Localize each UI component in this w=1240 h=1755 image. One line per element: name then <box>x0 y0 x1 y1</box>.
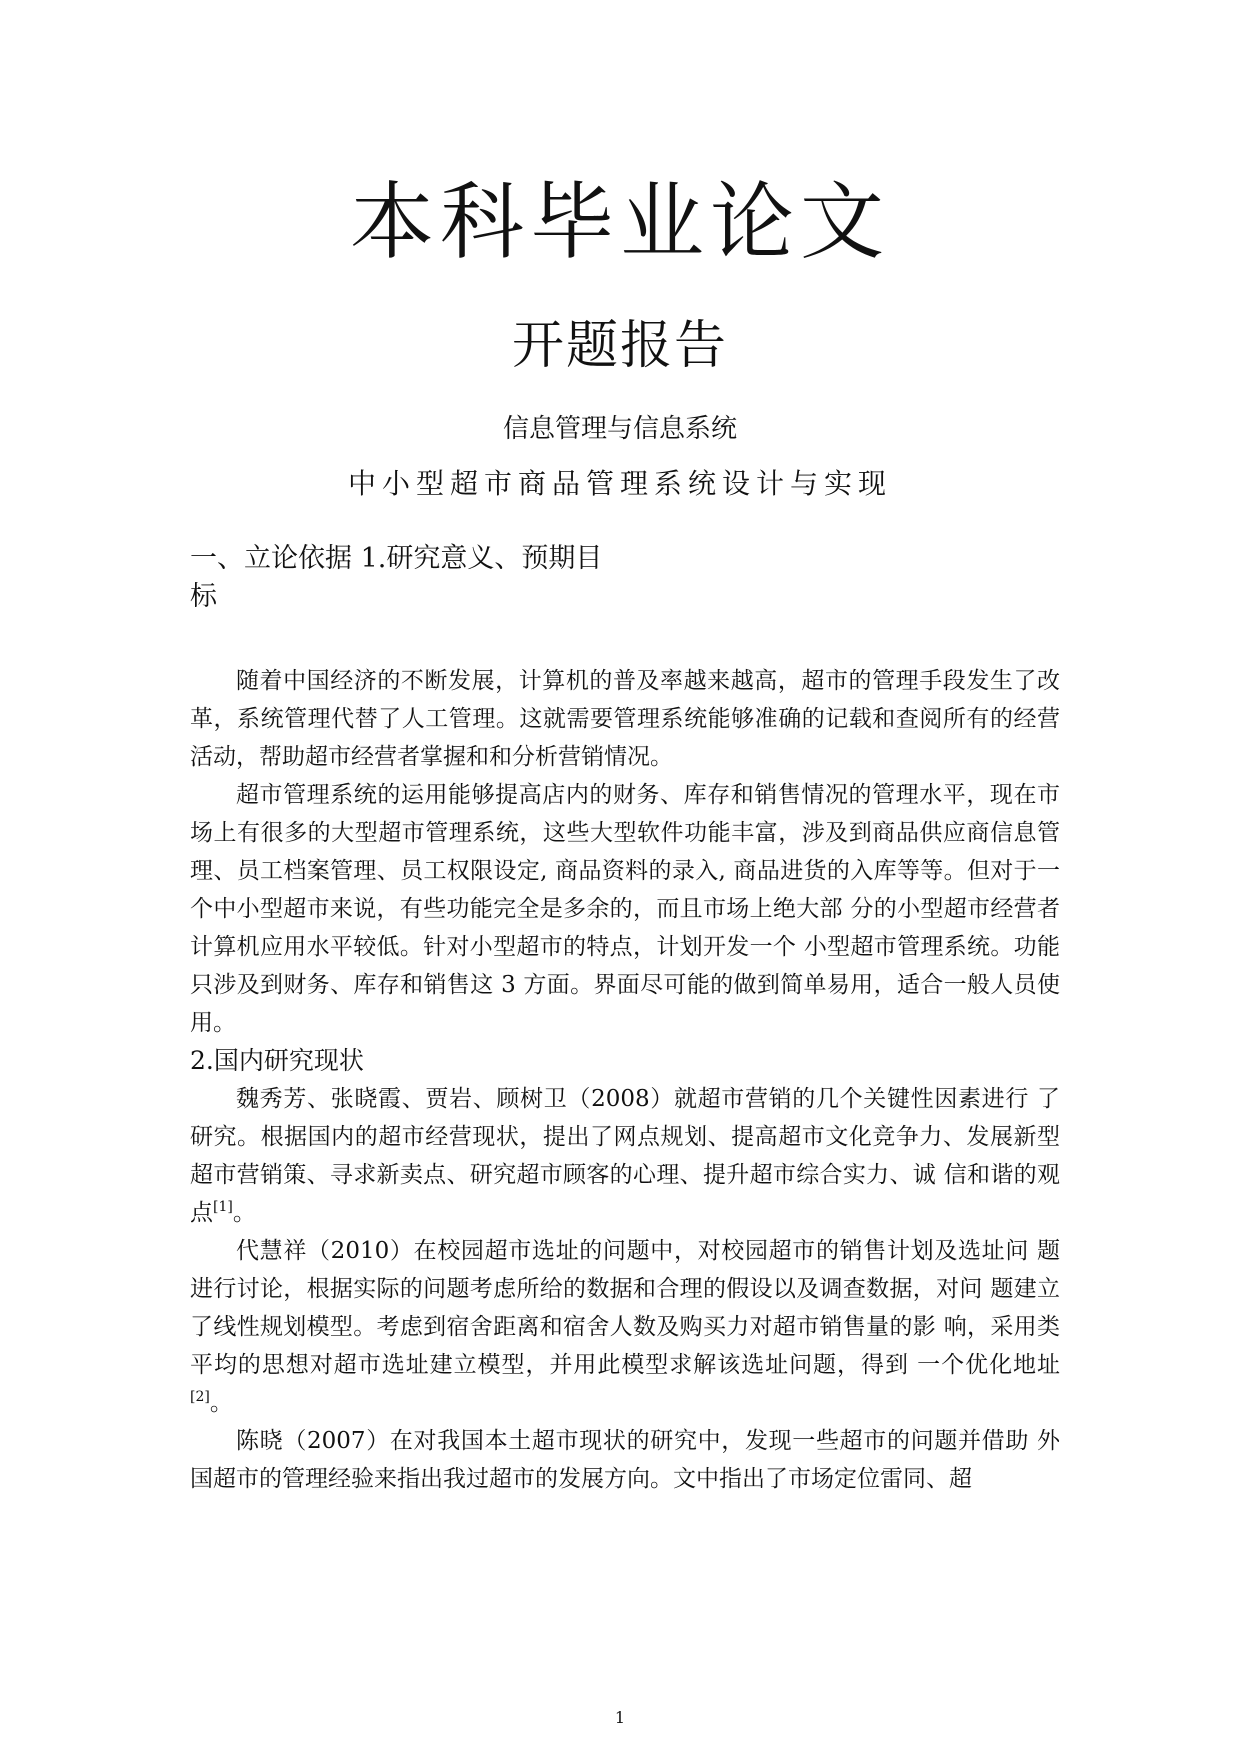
section-heading: 一、立论依据 1.研究意义、预期目标 <box>190 543 603 612</box>
document-title: 本科毕业论文 <box>349 173 890 271</box>
major-name: 信息管理与信息系统 <box>502 414 737 444</box>
paragraph-5: 陈晓（2007）在对我国本土超市现状的研究中，发现一些超市的问题并借助 外国超市的管理经验来指出我过超市的发展方向。文中指出了市场定位雷同、超 <box>190 1428 1060 1492</box>
thesis-topic: 中小型超市商品管理系统设计与实现 <box>347 467 892 500</box>
document-subtitle: 开题报告 <box>511 316 728 376</box>
citation-1: [1] <box>213 1199 233 1215</box>
page-number: 1 <box>614 1708 626 1727</box>
paragraph-3-end: 。 <box>232 1200 256 1226</box>
paragraph-3 <box>190 1080 1060 1232</box>
paragraph-4-text: 代慧祥（2010）在校园超市选址的问题中，对校园超市的销售计划及选址问 题进行讨论，根据实际的问题考虑所给的数据和合理的假设以及调查数据，对问 题建立了线性规划模型。考虑到宿舍距离和宿舍人数及购买力对超市销售量的影 响，采用类平均的思想对超市选址建立模型，并用此模型求解该选址问题，得到 一个优化地址 <box>190 1238 1060 1378</box>
paragraph-4 <box>190 1232 1060 1422</box>
paragraph-3-text: 魏秀芳、张晓霞、贾岩、顾树卫（2008）就超市营销的几个关键性因素进行 了研究。根据国内的超市经营现状，提出了网点规划、提高超市文化竞争力、发展新型超市营销策、寻求新卖点、研究超市顾客的心理、提升超市综合实力、诚 信和谐的观点 <box>190 1086 1060 1226</box>
paragraph-4-end: 。 <box>209 1390 233 1416</box>
paragraph-2: 超市管理系统的运用能够提高店内的财务、库存和销售情况的管理水平，现在市场上有很多的大型超市管理系统，这些大型软件功能丰富，涉及到商品供应商信息管理、员工档案管理、员工权限设定, 商品资料的录入, 商品进货的入库等等。但对于一个中小型超市来说，有些功能完全是多余的，而且市场上绝大部 分的小型超市经营者计算机应用水平较低。针对小型超市的特点，计划开发一个 小型超市管理系统。功能只涉及到财务、库存和销售这 3 方面。界面尽可能的做到简单易用，适合一般人员使用。 <box>190 782 1060 1036</box>
document-body <box>190 662 1060 1498</box>
subheading-domestic-research: 2.国内研究现状 <box>190 1046 364 1075</box>
paragraph-1: 随着中国经济的不断发展，计算机的普及率越来越高，超市的管理手段发生了改革，系统管理代替了人工管理。这就需要管理系统能够准确的记载和查阅所有的经营活动，帮助超市经营者掌握和和分析营销情况。 <box>190 668 1060 770</box>
citation-2: [2] <box>190 1389 210 1405</box>
